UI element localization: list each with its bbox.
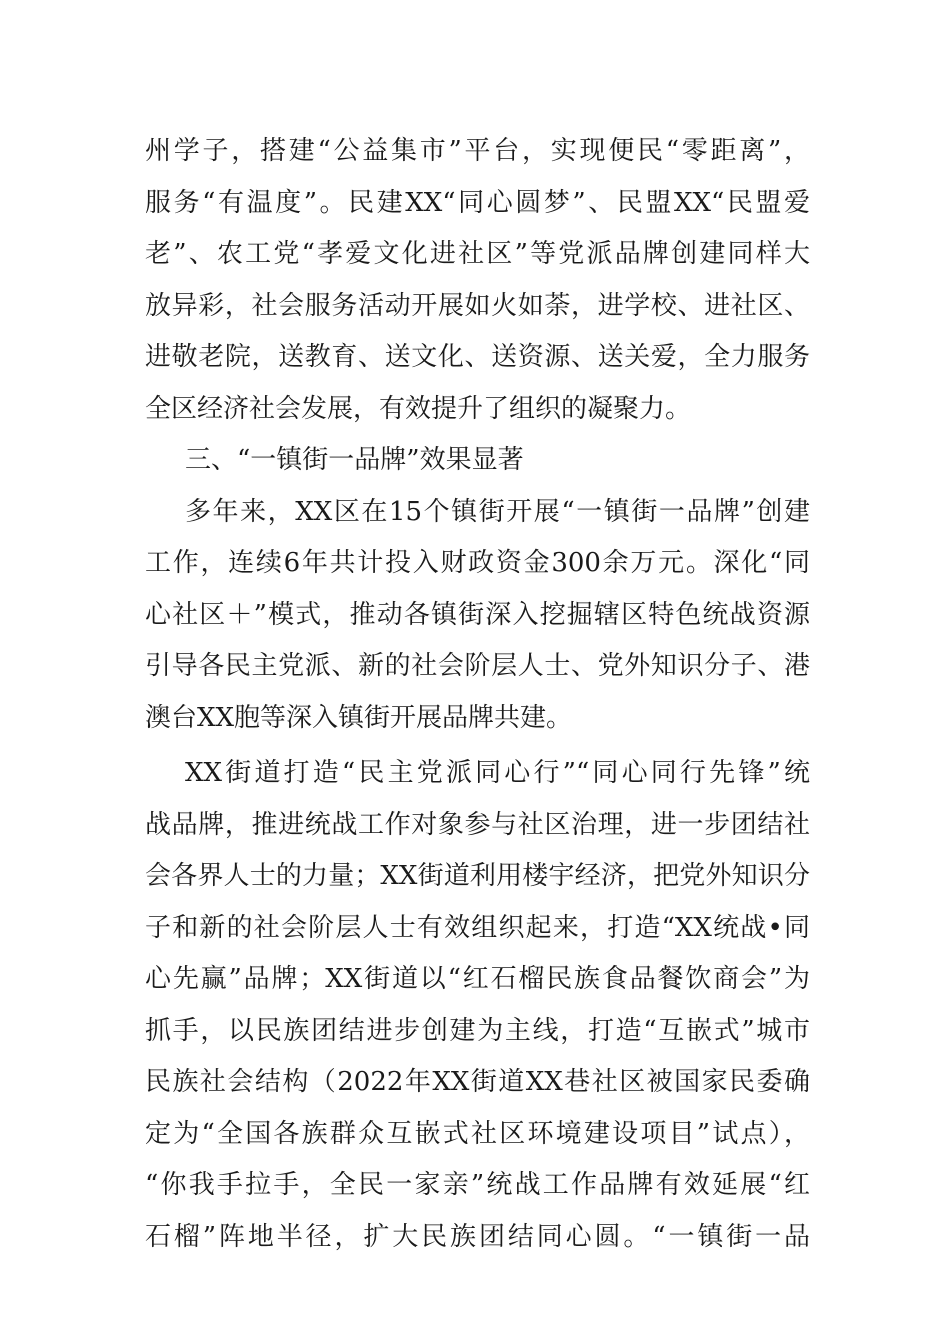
text-line: 进敬老院，送教育、送文化、送资源、送关爱，全力服务	[145, 342, 810, 372]
text-line: 子和新的社会阶层人士有效组织起来，打造“XX统战•同	[145, 912, 810, 943]
text-line: 会各界人士的力量；XX街道利用楼宇经济，把党外知识分	[145, 861, 810, 891]
text-line: 石榴”阵地半径，扩大民族团结同心圆。“一镇街一品	[145, 1221, 810, 1252]
text-line: 引导各民主党派、新的社会阶层人士、党外知识分子、港	[145, 651, 810, 681]
text-line: 民族社会结构（2022年XX街道XX巷社区被国家民委确	[145, 1067, 810, 1097]
text-line: 老”、农工党“孝爱文化进社区”等党派品牌创建同样大	[145, 239, 810, 269]
text-line: 澳台XX胞等深入镇街开展品牌共建。	[145, 702, 573, 733]
text-line: 州学子，搭建“公益集市”平台，实现便民“零距离”，	[145, 136, 810, 166]
text-line: 服务“有温度”。民建XX“同心圆梦”、民盟XX“民盟爱	[145, 187, 810, 218]
paragraph-social-service	[145, 126, 810, 435]
text-line: 多年来，XX区在15个镇街开展“一镇街一品牌”创建	[185, 496, 810, 527]
text-line: 心先赢”品牌；XX街道以“红石榴民族食品餐饮商会”为	[145, 964, 810, 994]
text-line: 心社区＋”模式，推动各镇街深入挖掘辖区特色统战资源	[145, 599, 810, 630]
text-line: “你我手拉手，全民一家亲”统战工作品牌有效延展“红	[145, 1170, 810, 1200]
paragraph-street-brands	[145, 748, 810, 1263]
text-line: 战品牌，推进统战工作对象参与社区治理，进一步团结社	[145, 809, 810, 840]
section-heading: 三、“一镇街一品牌”效果显著	[185, 445, 524, 475]
text-line: 工作，连续6年共计投入财政资金300余万元。深化“同	[145, 548, 810, 578]
text-line: 全区经济社会发展，有效提升了组织的凝聚力。	[145, 393, 692, 424]
text-line: 放异彩，社会服务活动开展如火如荼，进学校、进社区、	[145, 290, 810, 321]
paragraph-overview	[145, 487, 810, 745]
text-line: 定为“全国各族群众互嵌式社区环境建设项目”试点），	[145, 1118, 810, 1149]
section-heading-3	[145, 435, 810, 487]
text-line: XX街道打造“民主党派同心行”“同心同行先锋”统	[185, 758, 810, 788]
document-body	[145, 126, 810, 1263]
text-line: 抓手，以民族团结进步创建为主线，打造“互嵌式”城市	[145, 1015, 810, 1046]
